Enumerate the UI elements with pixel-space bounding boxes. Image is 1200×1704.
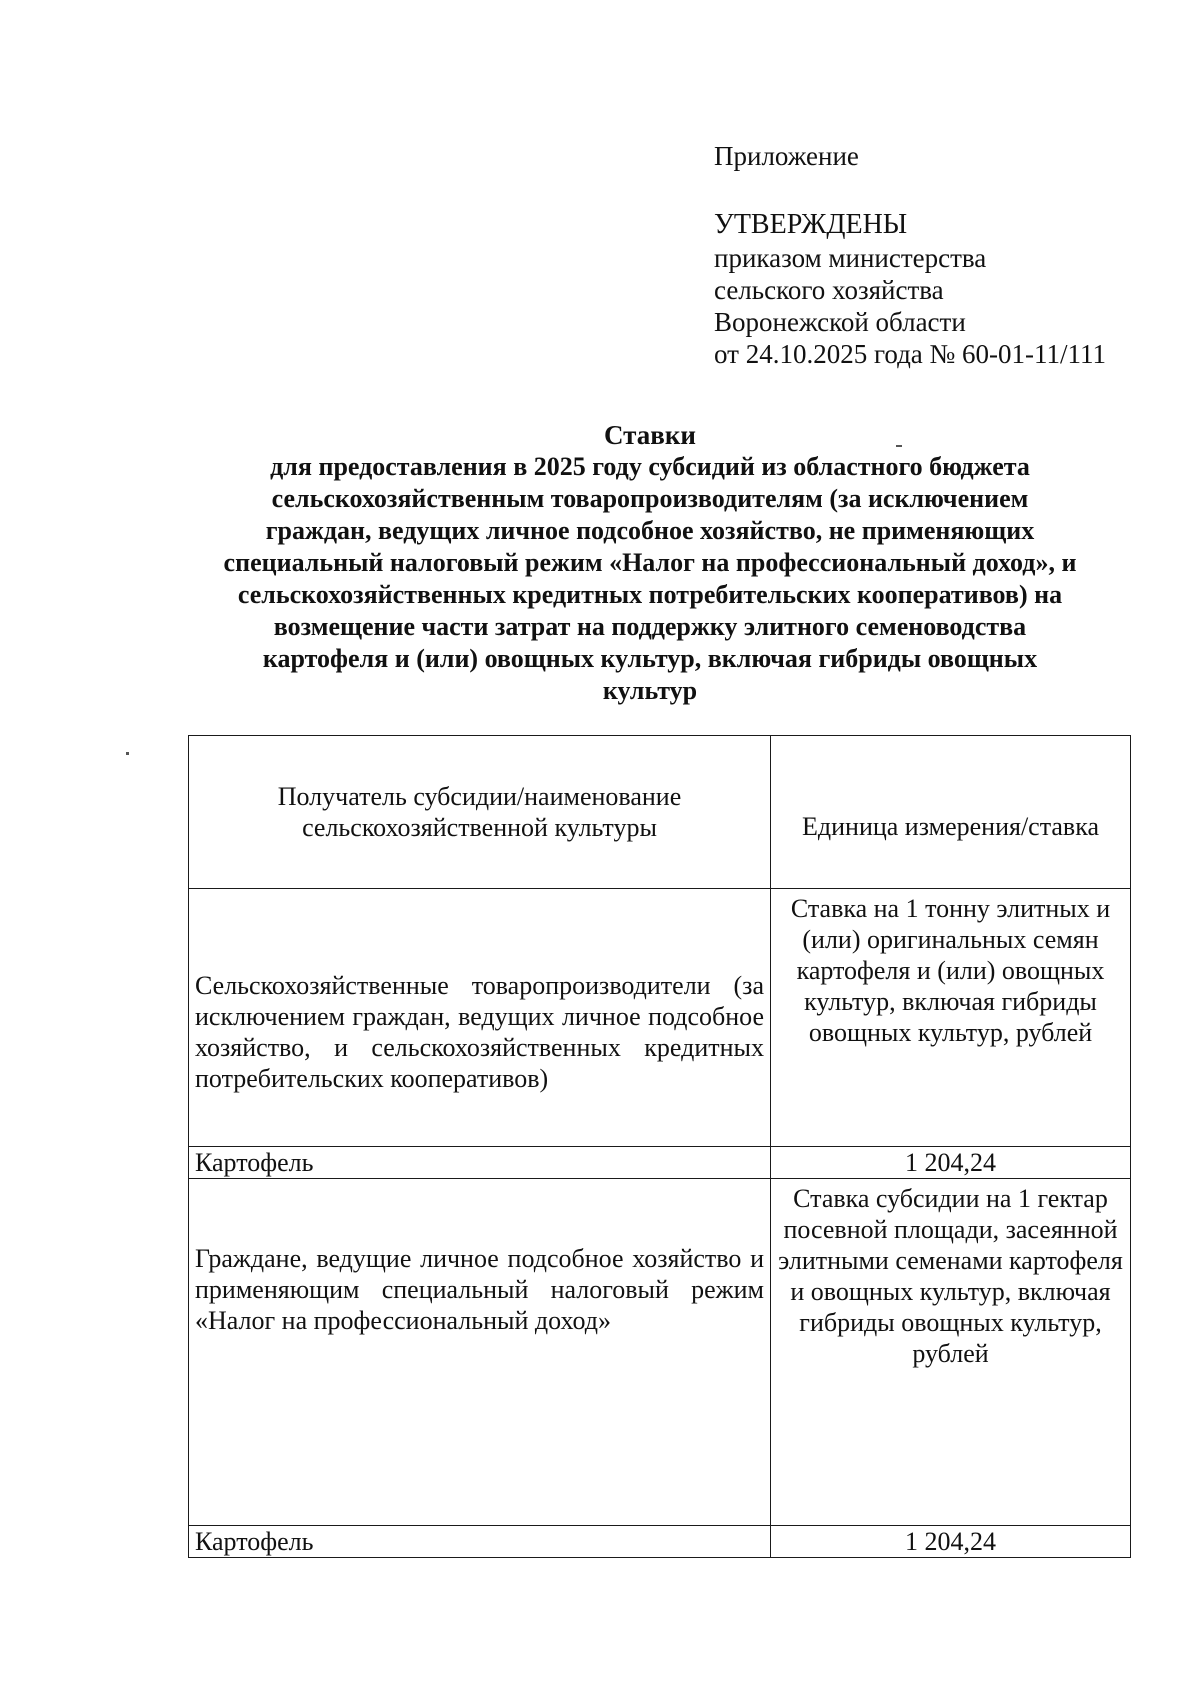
subtitle-line: возмещение части затрат на поддержку элитного семеноводства <box>273 612 1027 641</box>
recipient-cell: Граждане, ведущие личное подсобное хозяйство и применяющим специальный налоговый режим «Налог на профессиональный доход» <box>189 1179 771 1526</box>
subtitle-line: культур <box>602 676 698 705</box>
crop-cell: Картофель <box>189 1526 771 1558</box>
subtitle-line: специальный налоговый режим «Налог на профессиональный доход», и <box>223 548 1077 577</box>
table-row <box>189 1179 1131 1526</box>
approval-line: приказом министерства <box>714 243 987 273</box>
recipient-cell: Сельскохозяйственные товаропроизводители (за исключением граждан, ведущих личное подсобное хозяйство, и сельскохозяйственных кредитных потребительских кооперативов) <box>189 889 771 1147</box>
rates-table <box>188 735 1131 1558</box>
approval-line: Воронежской области <box>714 307 966 337</box>
approval-block <box>714 140 1154 370</box>
header-unit: Единица измерения/ставка <box>771 736 1131 889</box>
document-heading <box>180 419 1120 707</box>
subtitle-line: граждан, ведущих личное подсобное хозяйство, не применяющих <box>265 516 1035 545</box>
subtitle-line: сельскохозяйственным товаропроизводителям (за исключением <box>271 484 1029 513</box>
unit-cell: Ставка на 1 тонну элитных и (или) оригинальных семян картофеля и (или) овощных культур, включая гибриды овощных культур, рублей <box>771 889 1131 1147</box>
scan-speck <box>896 445 902 447</box>
table-row <box>189 889 1131 1147</box>
crop-cell: Картофель <box>189 1147 771 1179</box>
approved-label: УТВЕРЖДЕНЫ <box>714 209 908 240</box>
table-row <box>189 1526 1131 1558</box>
subtitle-line: картофеля и (или) овощных культур, включая гибриды овощных <box>262 644 1038 673</box>
table-header-row <box>189 736 1131 889</box>
table-row <box>189 1147 1131 1179</box>
unit-cell: Ставка субсидии на 1 гектар посевной площади, засеянной элитными семенами картофеля и овощных культур, включая гибриды овощных культур, рублей <box>771 1179 1131 1526</box>
header-recipient: Получатель субсидии/наименование сельскохозяйственной культуры <box>189 736 771 889</box>
approval-line: сельского хозяйства <box>714 275 944 305</box>
rate-cell: 1 204,24 <box>771 1526 1131 1558</box>
subtitle-line: сельскохозяйственных кредитных потребительских кооперативов) на <box>237 580 1063 609</box>
subtitle-line: для предоставления в 2025 году субсидий из областного бюджета <box>270 452 1030 481</box>
document-title: Ставки <box>604 420 696 450</box>
rate-cell: 1 204,24 <box>771 1147 1131 1179</box>
approval-order-number: от 24.10.2025 года № 60-01-11/111 <box>714 339 1107 369</box>
appendix-label: Приложение <box>714 141 859 171</box>
scan-speck <box>126 752 129 755</box>
